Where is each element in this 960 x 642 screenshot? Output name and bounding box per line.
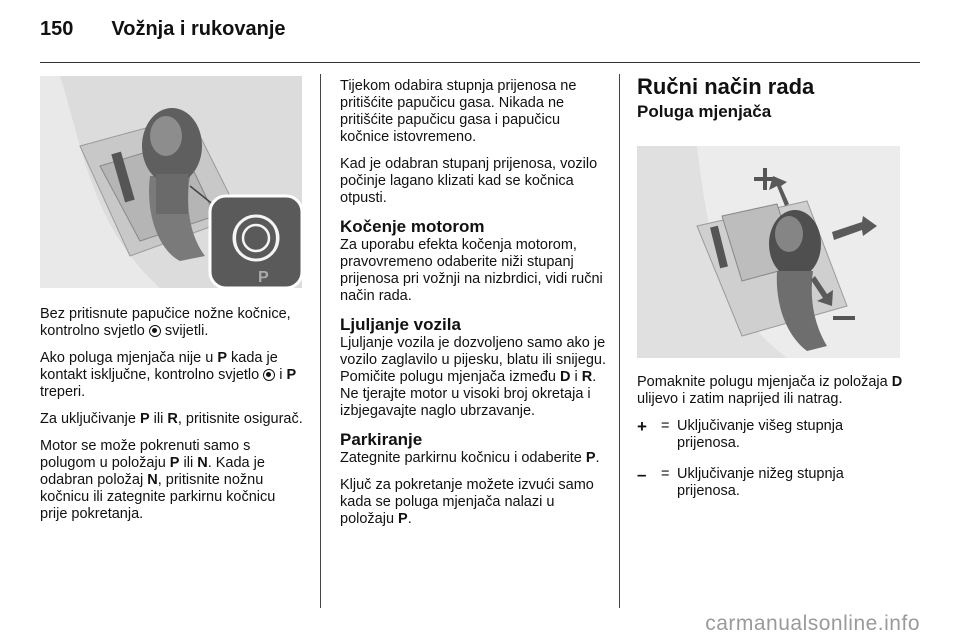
gear-selector-photo [40, 76, 302, 288]
paragraph: Za uključivanje P ili R, pritisnite osigurač. [40, 411, 303, 427]
section-heading: Parkiranje [340, 430, 423, 449]
watermark: carmanualsonline.info [705, 612, 920, 635]
paragraph: Motor se može pokrenuti samo s polugom u položaju P ili N. Kada je odabran položaj N, pritisnite nožnu kočnicu ili zategnite parkirnu kočnicu prije pokretanja. [40, 438, 276, 522]
minus-icon: – [637, 465, 647, 484]
paragraph: Bez pritisnute papučice nožne kočnice, kontrolno svjetlo svijetli. [40, 306, 291, 339]
paragraph: Ako poluga mjenjača nije u P kada je kontakt isključne, kontrolno svjetlo i P treperi. [40, 350, 297, 400]
right-column [637, 74, 903, 130]
header-rule [40, 62, 920, 63]
section-title: Ručni način rada [637, 74, 815, 99]
paragraph: Za uporabu efekta kočenja motorom, pravovremeno odaberite niži stupanj prijenosa pri vožnji na nizbrdici, vidi ručni način rada. [340, 237, 603, 304]
paragraph: Ključ za pokretanje možete izvući samo kada se poluga mjenjača nalazi u položaju P. [340, 477, 594, 527]
p-badge: P [258, 269, 269, 286]
brake-warning-icon [149, 325, 161, 337]
page-header [40, 18, 286, 41]
paragraph: Zategnite parkirnu kočnicu i odaberite P. [340, 450, 600, 466]
section-heading: Ljuljanje vozila [340, 315, 461, 334]
column-divider-1 [320, 74, 321, 608]
manual-mode-lever-photo [637, 146, 900, 358]
column-divider-2 [619, 74, 620, 608]
subsection-title: Poluga mjenjača [637, 102, 772, 121]
paragraph: Pomaknite polugu mjenjača iz položaja D ulijevo i zatim naprijed ili natrag. [637, 374, 903, 407]
page-title: Vožnja i rukovanje [111, 18, 286, 40]
brake-warning-icon [263, 369, 275, 381]
paragraph: Kad je odabran stupanj prijenosa, vozilo počinje lagano klizati kad se kočnica otpusti. [340, 156, 598, 206]
legend-item-plus: + = Uključivanje višeg stupnja prijenosa. [637, 417, 844, 451]
page-number: 150 [40, 18, 74, 40]
right-column-body [637, 374, 907, 500]
middle-column [340, 78, 606, 538]
left-column [40, 306, 304, 533]
manual-lever-illustration [637, 146, 900, 358]
section-heading: Kočenje motorom [340, 217, 485, 236]
paragraph: Ljuljanje vozila je dozvoljeno samo ako je vozilo zaglavilo u pijesku, blatu ili snijegu. Pomičite polugu mjenjača između D i R. Ne tjerajte motor u visoki broj okretaja i izbjegavajte naglo ubrzavanje. [340, 335, 606, 419]
gear-selector-illustration [40, 76, 302, 288]
legend-item-minus: – = Uključivanje nižeg stupnja prijenosa. [637, 465, 844, 499]
plus-icon: + [637, 417, 647, 436]
paragraph: Tijekom odabira stupnja prijenosa ne pritišćite papučicu gasa. Nikada ne pritišćite papučicu gasa i papučicu kočnice istovremeno. [340, 78, 577, 145]
